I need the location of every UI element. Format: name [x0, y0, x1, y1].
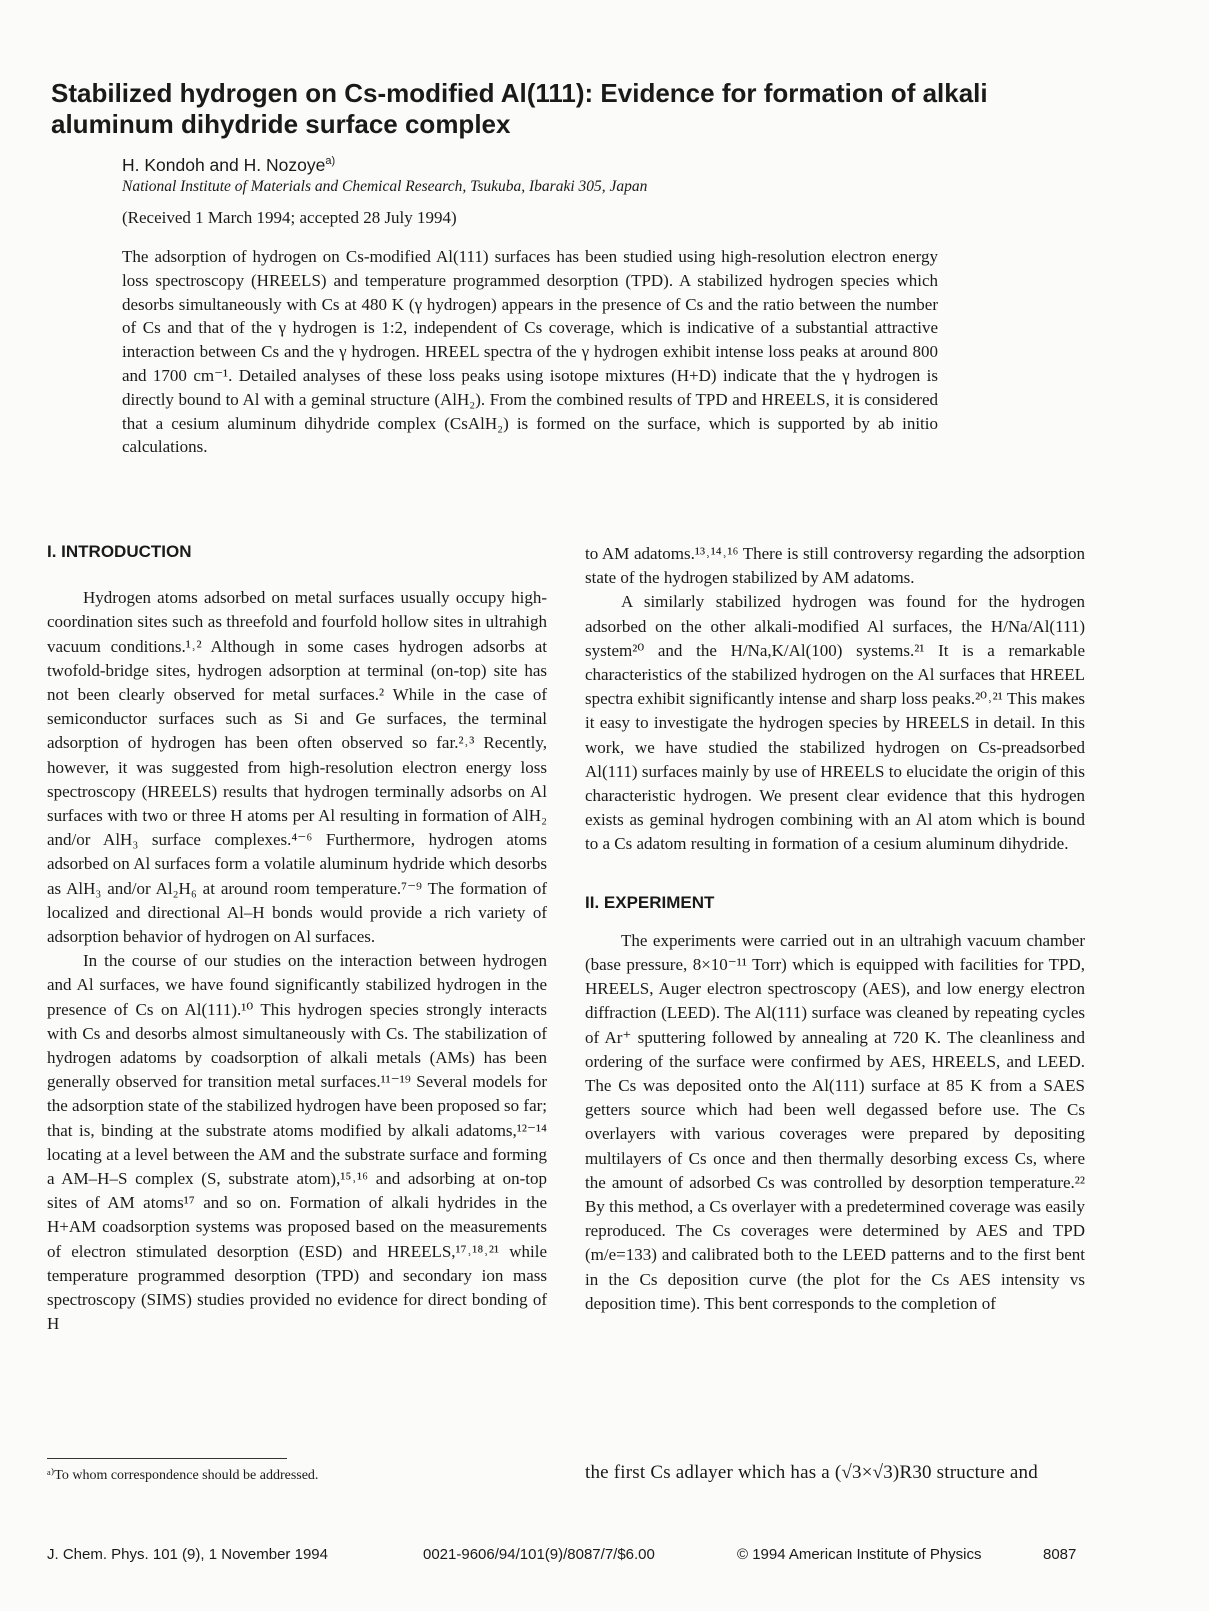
intro-paragraph-3: A similarly stabilized hydrogen was found for the hydrogen adsorbed on the other alkali-modified Al surfaces, the H/Na/Al(111) system²⁰ and the H/Na,K/Al(100) systems.²¹ It is a remarkable characteristics of the stabilized hydrogen on the Al surfaces that HREEL spectra exhibit significantly intense and sharp loss peaks.²⁰˒²¹ This makes it easy to investigate the hydrogen species by HREELS in detail. In this work, we have studied the stabilized hydrogen on Cs-preadsorbed Al(111) surfaces mainly by use of HREELS to elucidate the origin of this characteristic hydrogen. We present clear evidence that this hydrogen exists as geminal hydrogen combining with an Al atom which is bound to a Cs adatom resulting in formation of a cesium aluminum dihydride.: [585, 592, 1085, 854]
left-column: [47, 540, 547, 1337]
intro-paragraph-1: Hydrogen atoms adsorbed on metal surfaces usually occupy high-coordination sites such as threefold and fourfold hollow sites in ultrahigh vacuum conditions.¹˒² Although in some cases hydrogen adsorbs at twofold-bridge sites, hydrogen adsorption at terminal (on-top) site has not been clearly observed for metal surfaces.² While in the case of semiconductor surfaces such as Si and Ge surfaces, the terminal adsorption of hydrogen has been often observed so far.²˒³ Recently, however, it was suggested from high-resolution electron energy loss spectroscopy (HREELS) results that hydrogen terminally adsorbs on Al surfaces with two or three H atoms per Al resulting in formation of AlH₂ and/or AlH₃ surface complexes.⁴⁻⁶ Furthermore, hydrogen atoms adsorbed on Al surfaces form a volatile aluminum hydride which desorbs as AlH₃ and/or Al₂H₆ at around room temperature.⁷⁻⁹ The formation of localized and directional Al–H bonds would provide a rich variety of adsorption behavior of hydrogen on Al surfaces.: [47, 588, 547, 947]
correspondence-footnote: ᵃ⁾To whom correspondence should be addressed.: [47, 1468, 319, 1483]
section-heading-experiment: II. EXPERIMENT: [585, 892, 715, 912]
issn-code: 0021-9606/94/101(9)/8087/7/$6.00: [423, 1546, 655, 1563]
experiment-last-line: the first Cs adlayer which has a (√3×√3)R30 structure and: [585, 1462, 1038, 1483]
intro-paragraph-2-continued: to AM adatoms.¹³˒¹⁴˒¹⁶ There is still controversy regarding the adsorption state of the hydrogen stabilized by AM adatoms.: [585, 544, 1085, 588]
page-number: 8087: [1043, 1546, 1077, 1563]
affiliation: National Institute of Materials and Chemical Research, Tsukuba, Ibaraki 305, Japan: [122, 178, 648, 195]
copyright-notice: © 1994 American Institute of Physics: [737, 1546, 982, 1563]
author-footnote-mark: a): [325, 155, 336, 168]
experiment-paragraph-1: The experiments were carried out in an ultrahigh vacuum chamber (base pressure, 8×10⁻¹¹ Torr) which is equipped with facilities for TPD, HREELS, Auger electron spectroscopy (AES), and low energy electron diffraction (LEED). The Al(111) surface was cleaned by repeating cycles of Ar⁺ sputtering followed by annealing at 720 K. The cleanliness and ordering of the surface were confirmed by AES, HREELS, and LEED. The Cs was deposited onto the Al(111) surface at 85 K from a SAES getters source which had been well degassed before use. The Cs overlayers with various coverages were prepared by depositing multilayers of Cs once and then thermally desorbing excess Cs, where the amount of adsorbed Cs was controlled by desorption temperature.²² By this method, a Cs overlayer with a predetermined coverage was easily reproduced. The Cs coverages were determined by AES and TPD (m/e=133) and calibrated both to the LEED patterns and to the first bent in the Cs deposition curve (the plot for the Cs AES intensity vs deposition time). This bent corresponds to the completion of: [585, 930, 1085, 1313]
section-heading-introduction: I. INTRODUCTION: [47, 542, 192, 561]
abstract: The adsorption of hydrogen on Cs-modified Al(111) surfaces has been studied using high-resolution electron energy loss spectroscopy (HREELS) and temperature programmed desorption (TPD). A stabilized hydrogen species which desorbs simultaneously with Cs at 480 K (γ hydrogen) appears in the presence of Cs and the ratio between the number of Cs and that of the γ hydrogen is 1:2, independent of Cs coverage, which is indicative of a substantial attractive interaction between Cs and the γ hydrogen. HREEL spectra of the γ hydrogen exhibit intense loss peaks at around 800 and 1700 cm⁻¹. Detailed analyses of these loss peaks using isotope mixtures (H+D) indicate that the γ hydrogen is directly bound to Al with a geminal structure (AlH₂). From the combined results of TPD and HREELS, it is considered that a cesium aluminum dihydride complex (CsAlH₂) is formed on the surface, which is supported by ab initio calculations.: [122, 247, 938, 457]
authors: [122, 155, 335, 176]
footnote-divider: [47, 1458, 287, 1459]
journal-reference: J. Chem. Phys. 101 (9), 1 November 1994: [47, 1546, 328, 1563]
right-column: [585, 542, 1085, 1316]
received-dates: (Received 1 March 1994; accepted 28 July 1994): [122, 208, 457, 227]
intro-paragraph-2: In the course of our studies on the interaction between hydrogen and Al surfaces, we have found significantly stabilized hydrogen in the presence of Cs on Al(111).¹⁰ This hydrogen species strongly interacts with Cs and desorbs almost simultaneously with Cs. The stabilization of hydrogen adatoms by coadsorption of alkali metals (AMs) has been generally observed for transition metal surfaces.¹¹⁻¹⁹ Several models for the adsorption state of the stabilized hydrogen have been proposed so far; that is, binding at the substrate atoms modified by alkali adatoms,¹²⁻¹⁴ locating at a level between the AM and the substrate surface and forming a AM–H–S complex (S, substrate atom),¹⁵˒¹⁶ and adsorbing at on-top sites of AM atoms¹⁷ and so on. Formation of alkali hydrides in the H+AM coadsorption systems was proposed based on the measurements of electron stimulated desorption (ESD) and HREELS,¹⁷˒¹⁸˒²¹ while temperature programmed desorption (TPD) and secondary ion mass spectroscopy (SIMS) studies provided no evidence for direct bonding of H: [47, 951, 547, 1334]
author-names: H. Kondoh and H. Nozoye: [122, 155, 326, 175]
paper-title: Stabilized hydrogen on Cs-modified Al(111): Evidence for formation of alkali aluminum dihydride surface complex: [51, 78, 988, 139]
